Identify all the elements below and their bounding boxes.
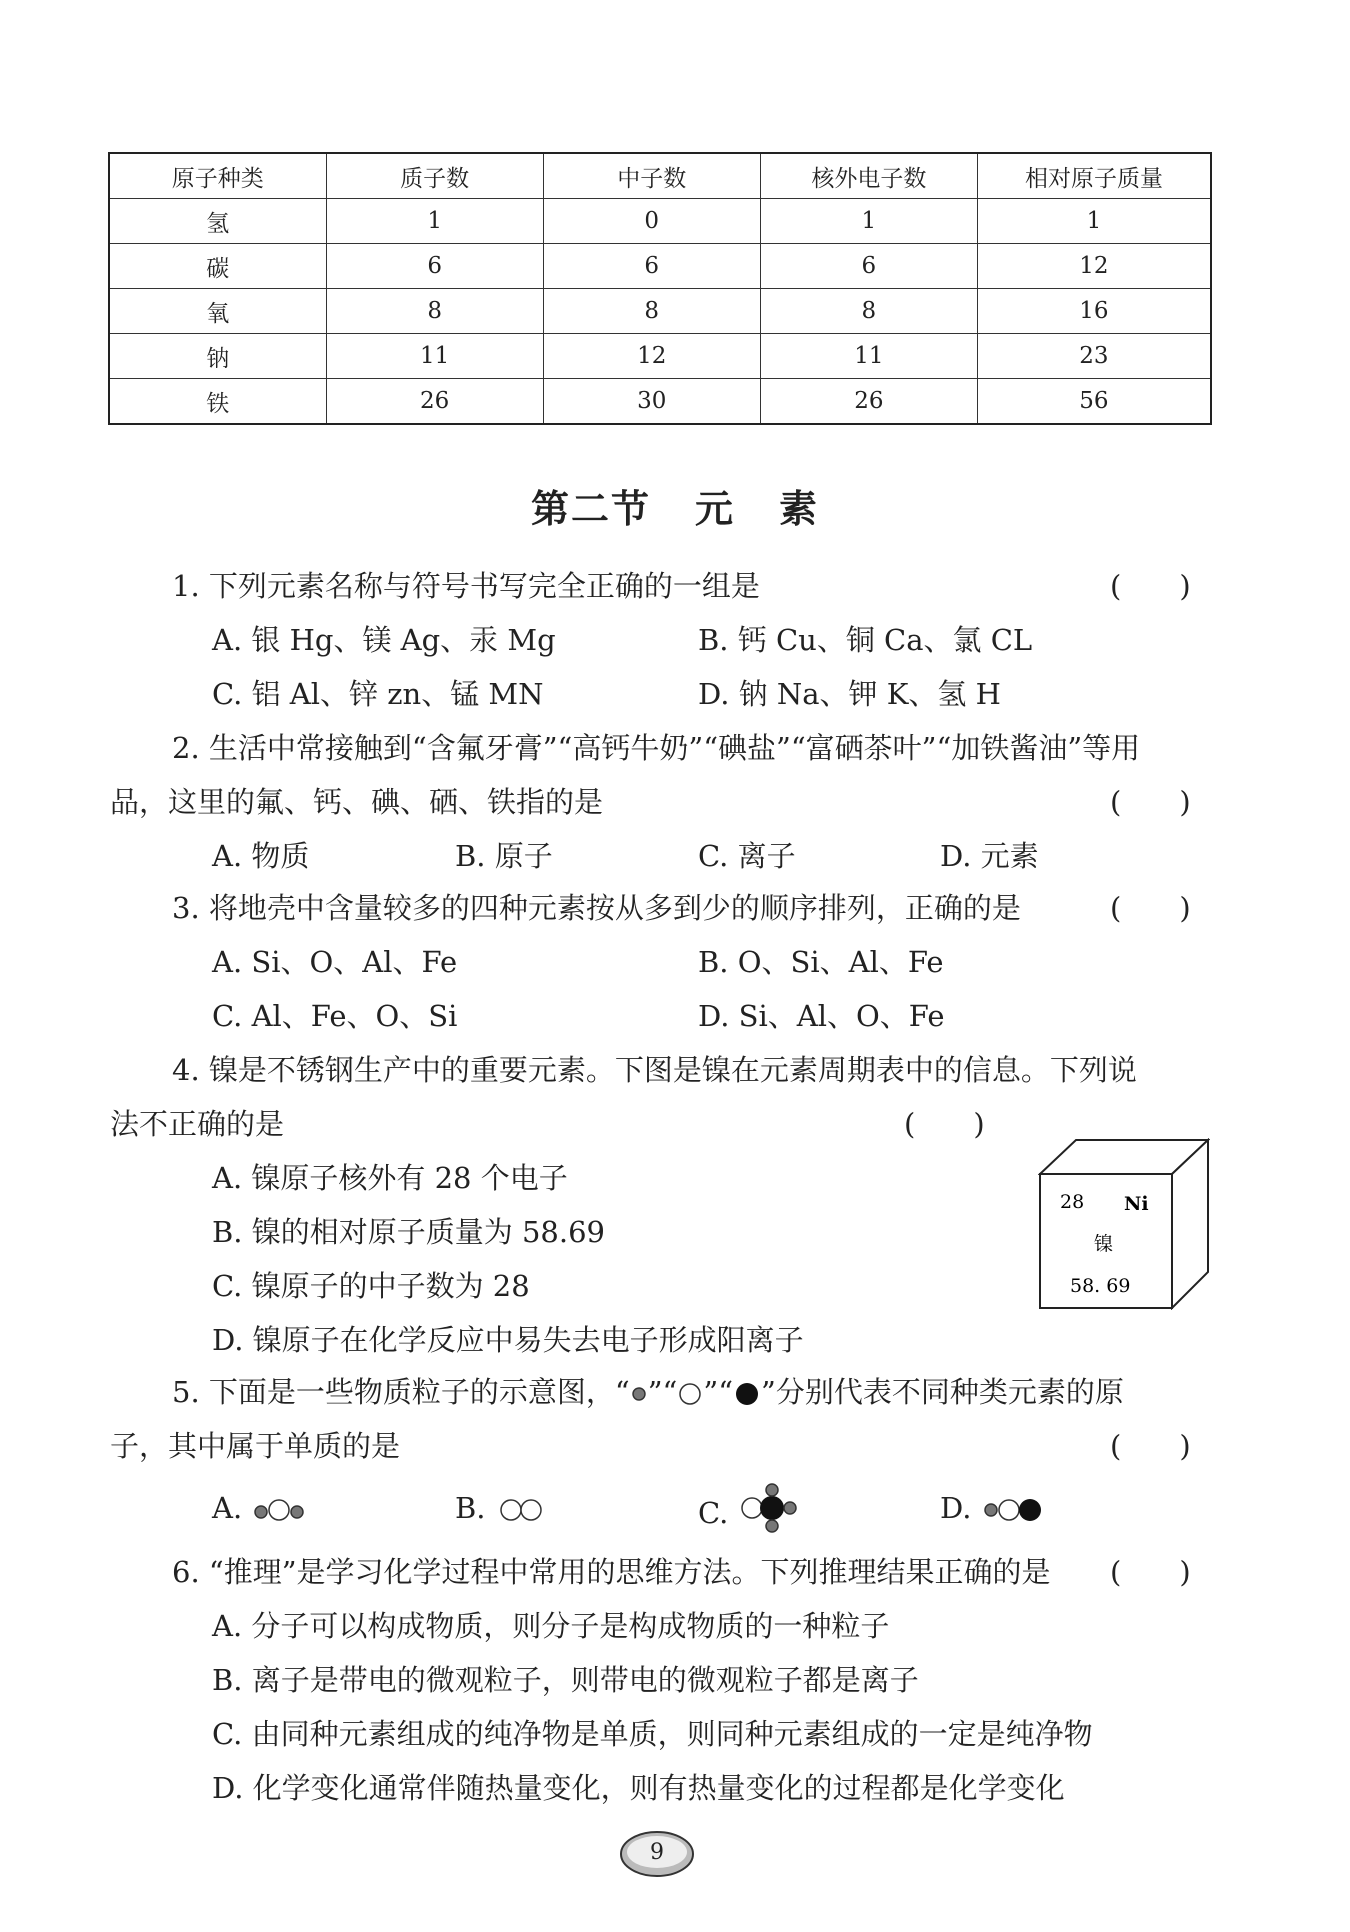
table-cell: 26 (326, 379, 543, 425)
page-number: 9 (650, 1840, 664, 1865)
table-cell: 8 (760, 289, 977, 334)
table-cell: 30 (543, 379, 760, 425)
q1-option-b: B. 钙 Cu、铜 Ca、氯 CL (698, 623, 1033, 657)
q2-option-c: C. 离子 (698, 839, 796, 873)
q5-option-b (455, 1491, 555, 1525)
table-header-cell: 相对原子质量 (977, 153, 1211, 199)
q2-option-b: B. 原子 (455, 839, 553, 873)
molecule-d-icon (981, 1496, 1051, 1524)
q1-stem: 1. 下列元素名称与符号书写完全正确的一组是 (172, 569, 760, 603)
section-title (0, 478, 1350, 533)
table-cell: 26 (760, 379, 977, 425)
q3-option-a: A. Si、O、Al、Fe (212, 945, 458, 979)
q4-option-c: C. 镍原子的中子数为 28 (212, 1269, 530, 1303)
q1-option-d: D. 钠 Na、钾 K、氢 H (698, 677, 1001, 711)
table-cell: 6 (760, 244, 977, 289)
element-atomic-mass: 58. 69 (1070, 1275, 1131, 1297)
element-symbol: Ni (1124, 1193, 1149, 1215)
q5-answer-paren: ( ) (1110, 1429, 1191, 1463)
molecule-c-icon (738, 1480, 808, 1536)
q4-option-a: A. 镍原子核外有 28 个电子 (212, 1161, 568, 1195)
small-atom-icon (630, 1385, 648, 1403)
table-header-cell: 核外电子数 (760, 153, 977, 199)
table-cell: 6 (326, 244, 543, 289)
q6-option-b: B. 离子是带电的微观粒子，则带电的微观粒子都是离子 (212, 1663, 919, 1697)
element-atomic-number: 28 (1060, 1191, 1085, 1213)
table-cell: 11 (760, 334, 977, 379)
q2-option-a: A. 物质 (212, 839, 310, 873)
table-cell: 12 (977, 244, 1211, 289)
page-number-badge (618, 1828, 696, 1880)
q6-answer-paren: ( ) (1110, 1555, 1191, 1589)
table-row (109, 289, 1211, 334)
nickel-element-cube (1038, 1138, 1210, 1310)
table-cell: 1 (326, 199, 543, 244)
q5-stem-line1 (172, 1375, 1124, 1409)
molecule-a-icon (251, 1496, 311, 1524)
q3-option-d: D. Si、Al、O、Fe (698, 999, 945, 1033)
table-cell: 11 (326, 334, 543, 379)
q6-option-a: A. 分子可以构成物质，则分子是构成物质的一种粒子 (212, 1609, 890, 1643)
q5-stem-text: ”分别代表不同种类元素的原 (761, 1375, 1124, 1409)
q5-option-a (212, 1491, 311, 1525)
table-row (109, 244, 1211, 289)
q4-stem-line1: 4. 镍是不锈钢生产中的重要元素。下图是镍在元素周期表中的信息。下列说 (172, 1053, 1137, 1087)
q2-stem-line2: 品，这里的氟、钙、碘、硒、铁指的是 (110, 785, 604, 819)
table-header-row (109, 153, 1211, 199)
q4-option-d: D. 镍原子在化学反应中易失去电子形成阳离子 (212, 1323, 804, 1357)
table-cell: 12 (543, 334, 760, 379)
q4-stem-line2: 法不正确的是 (110, 1107, 285, 1141)
section-title-part: 第二节 (530, 487, 651, 531)
section-title-part: 素 (779, 487, 820, 531)
q3-answer-paren: ( ) (1110, 891, 1191, 925)
table-cell: 8 (326, 289, 543, 334)
table-row (109, 199, 1211, 244)
table-cell: 铁 (109, 379, 326, 425)
q5-option-c-label: C. (698, 1496, 729, 1530)
q5-option-d (940, 1491, 1051, 1525)
q4-option-b: B. 镍的相对原子质量为 58.69 (212, 1215, 605, 1249)
table-cell: 碳 (109, 244, 326, 289)
q5-stem-text: ”“ (647, 1375, 678, 1409)
table-cell: 0 (543, 199, 760, 244)
q5-option-c (698, 1494, 808, 1536)
q6-option-c: C. 由同种元素组成的纯净物是单质，则同种元素组成的一定是纯净物 (212, 1717, 1093, 1751)
section-title-part: 元 (694, 487, 735, 531)
q5-option-a-label: A. (212, 1491, 243, 1525)
q1-answer-paren: ( ) (1110, 569, 1191, 603)
q5-option-d-label: D. (940, 1491, 972, 1525)
table-cell: 8 (543, 289, 760, 334)
q1-option-a: A. 银 Hg、镁 Ag、汞 Mg (212, 623, 556, 657)
q2-stem-line1: 2. 生活中常接触到“含氟牙膏”“高钙牛奶”“碘盐”“富硒茶叶”“加铁酱油”等用 (172, 731, 1141, 765)
table-header-cell: 原子种类 (109, 153, 326, 199)
table-cell: 氧 (109, 289, 326, 334)
open-atom-icon (677, 1381, 703, 1407)
table-header-cell: 质子数 (326, 153, 543, 199)
table-cell: 16 (977, 289, 1211, 334)
q6-option-d: D. 化学变化通常伴随热量变化，则有热量变化的过程都是化学变化 (212, 1771, 1065, 1805)
q3-stem: 3. 将地壳中含量较多的四种元素按从多到少的顺序排列，正确的是 (172, 891, 1021, 925)
atom-table (108, 152, 1212, 425)
table-cell: 6 (543, 244, 760, 289)
table-row (109, 379, 1211, 425)
table-cell: 56 (977, 379, 1211, 425)
q2-option-d: D. 元素 (940, 839, 1039, 873)
black-atom-icon (733, 1380, 761, 1408)
table-cell: 23 (977, 334, 1211, 379)
table-row (109, 334, 1211, 379)
q5-option-b-label: B. (455, 1491, 486, 1525)
table-cell: 氢 (109, 199, 326, 244)
q1-option-c: C. 铝 Al、锌 zn、锰 MN (212, 677, 544, 711)
element-name: 镍 (1094, 1233, 1114, 1255)
table-cell: 1 (760, 199, 977, 244)
table-cell: 1 (977, 199, 1211, 244)
q3-option-c: C. Al、Fe、O、Si (212, 999, 458, 1033)
table-header-cell: 中子数 (543, 153, 760, 199)
q5-stem-text: 5. 下面是一些物质粒子的示意图，“ (172, 1375, 630, 1409)
molecule-b-icon (495, 1496, 555, 1524)
q4-answer-paren: ( ) (904, 1107, 985, 1141)
table-cell: 钠 (109, 334, 326, 379)
q5-stem-line2: 子，其中属于单质的是 (110, 1429, 401, 1463)
q6-stem: 6. “推理”是学习化学过程中常用的思维方法。下列推理结果正确的是 (172, 1555, 1051, 1589)
q2-answer-paren: ( ) (1110, 785, 1191, 819)
q5-stem-text: ”“ (703, 1375, 734, 1409)
q3-option-b: B. O、Si、Al、Fe (698, 945, 944, 979)
